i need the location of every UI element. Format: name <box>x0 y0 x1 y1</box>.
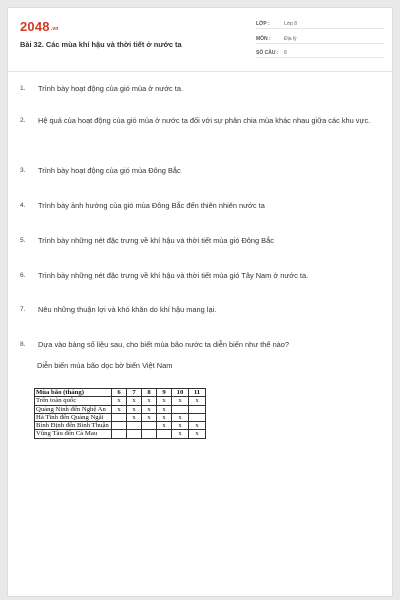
question-text: Hệ quả của hoạt động của gió mùa ở nước ta đối với sự phân chia mùa khác nhau giữa các khu vực. <box>38 116 371 125</box>
table-row <box>35 430 206 438</box>
region-cell: Quảng Ninh đến Nghệ An <box>35 405 112 413</box>
column-header: 7 <box>127 389 142 397</box>
question-number: 6. <box>20 272 26 279</box>
column-header: 9 <box>157 389 172 397</box>
meta-row-class <box>256 18 384 29</box>
table-row <box>35 405 206 413</box>
table-title: Diễn biến mùa bão dọc bờ biển Việt Nam <box>37 361 173 370</box>
meta-label: LỚP : <box>256 21 270 27</box>
meta-value: Lớp 8 <box>284 21 298 27</box>
document-page <box>7 7 393 597</box>
month-cell: x <box>112 397 127 405</box>
column-header: 8 <box>142 389 157 397</box>
month-cell: x <box>157 405 172 413</box>
month-cell <box>189 405 206 413</box>
month-cell <box>127 430 142 438</box>
month-cell: x <box>157 413 172 421</box>
month-cell: x <box>142 413 157 421</box>
month-cell: x <box>127 405 142 413</box>
table-row <box>35 413 206 421</box>
month-cell: x <box>189 422 206 430</box>
month-cell: x <box>142 405 157 413</box>
table-header-row <box>35 389 206 397</box>
month-cell <box>127 422 142 430</box>
logo-suffix: .vn <box>50 26 59 32</box>
month-cell: x <box>127 413 142 421</box>
column-header: 10 <box>172 389 189 397</box>
month-cell: x <box>172 422 189 430</box>
meta-value: 8 <box>284 50 287 56</box>
column-header: Mùa bão (tháng) <box>35 389 112 397</box>
month-cell <box>112 422 127 430</box>
document-title: Bài 32. Các mùa khí hậu và thời tiết ở nước ta <box>20 40 182 49</box>
question-text: Dựa vào bảng số liệu sau, cho biết mùa bão nước ta diễn biến như thế nào? <box>38 340 290 349</box>
question-number: 4. <box>20 202 26 209</box>
month-cell: x <box>127 397 142 405</box>
meta-value: Địa lý <box>284 36 297 42</box>
question-text: Trình bày những nét đặc trưng về khí hậu và thời tiết mùa gió Đông Bắc <box>38 236 274 245</box>
month-cell: x <box>189 430 206 438</box>
month-cell <box>112 430 127 438</box>
month-cell: x <box>142 397 157 405</box>
meta-label: SỐ CÂU : <box>256 50 279 56</box>
site-logo[interactable] <box>20 19 59 34</box>
month-cell: x <box>157 397 172 405</box>
question-number: 3. <box>20 167 26 174</box>
question-text: Nêu những thuận lợi và khó khăn do khí hậu mang lại. <box>38 305 217 314</box>
question-number: 8. <box>20 341 26 348</box>
month-cell <box>189 413 206 421</box>
meta-row-subject <box>256 33 384 44</box>
month-cell: x <box>189 397 206 405</box>
column-header: 11 <box>189 389 206 397</box>
storm-season-table <box>34 388 206 439</box>
question-number: 2. <box>20 117 26 124</box>
region-cell: Bình Định đến Bình Thuận <box>35 422 112 430</box>
month-cell <box>142 422 157 430</box>
region-cell: Hà Tĩnh đến Quảng Ngãi <box>35 413 112 421</box>
month-cell <box>157 430 172 438</box>
column-header: 6 <box>112 389 127 397</box>
month-cell <box>112 413 127 421</box>
meta-row-count <box>256 47 384 58</box>
region-cell: Trên toàn quốc <box>35 397 112 405</box>
month-cell: x <box>172 430 189 438</box>
question-text: Trình bày hoạt động của gió mùa Đông Bắc <box>38 166 181 175</box>
question-text: Trình bày hoạt động của gió mùa ở nước ta. <box>38 84 184 93</box>
table-row <box>35 422 206 430</box>
document-header <box>8 8 392 72</box>
meta-label: MÔN : <box>256 36 271 42</box>
month-cell: x <box>172 413 189 421</box>
logo-text: 2048 <box>20 19 50 34</box>
question-number: 1. <box>20 85 26 92</box>
month-cell <box>172 405 189 413</box>
region-cell: Vũng Tàu đến Cà Mau <box>35 430 112 438</box>
month-cell <box>142 430 157 438</box>
table-row <box>35 397 206 405</box>
month-cell: x <box>112 405 127 413</box>
question-text: Trình bày những nét đặc trưng về khí hậu và thời tiết mùa gió Tây Nam ở nước ta. <box>38 271 309 280</box>
month-cell: x <box>157 422 172 430</box>
question-number: 5. <box>20 237 26 244</box>
question-text: Trình bày ảnh hưởng của gió mùa Đông Bắc đến thiên nhiên nước ta <box>38 201 265 210</box>
month-cell: x <box>172 397 189 405</box>
question-number: 7. <box>20 306 26 313</box>
